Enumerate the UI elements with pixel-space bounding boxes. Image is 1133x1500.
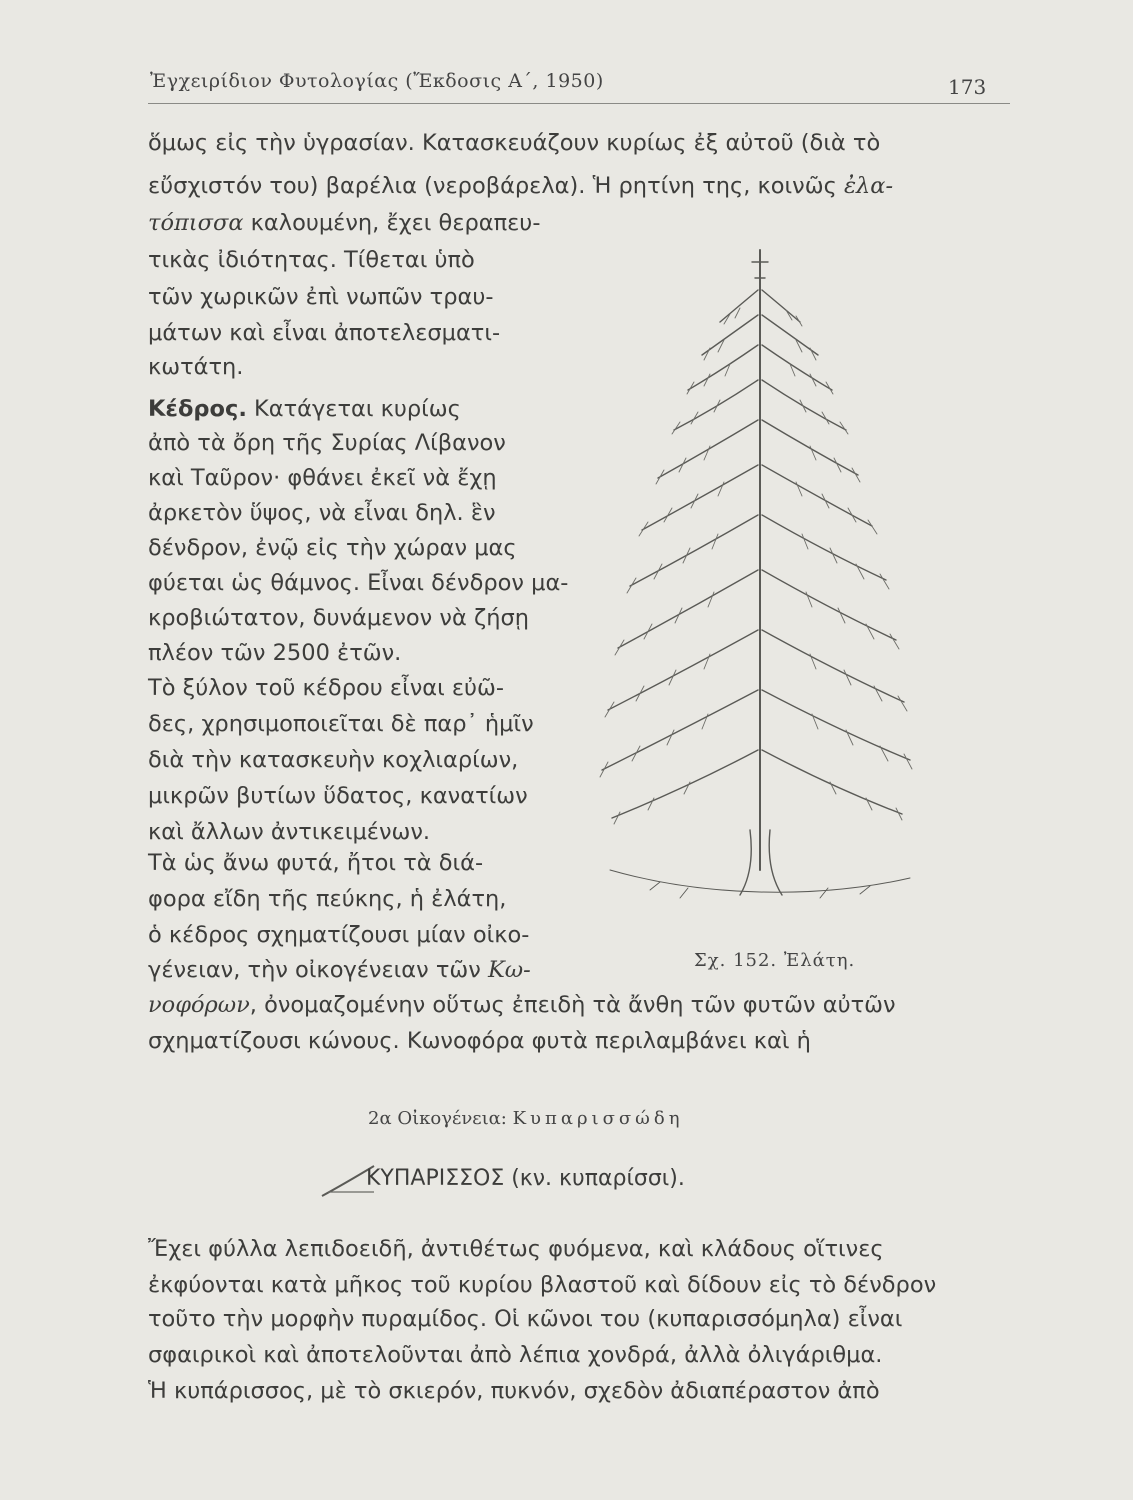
family-name: Κυπαρισσώδη [512,1108,684,1129]
text-line: τοῦτο τὴν μορφὴν πυραμίδος. Οἱ κῶνοι του (κυπαρισσόμηλα) εἶναι [148,1306,903,1332]
figure-caption: Σχ. 152. Ἐλάτη. [694,950,856,971]
text-line: κωτάτη. [148,354,244,380]
text-line: σφαιρικοὶ καὶ ἀποτελοῦνται ἀπὸ λέπια χονδρά, ἀλλὰ ὀλιγάριθμα. [148,1342,883,1368]
text-line: δες, χρησιμοποιεῖται δὲ παρ᾽ ἡμῖν [148,711,534,737]
page-number: 173 [948,75,987,99]
text-line: Ἔχει φύλλα λεπιδοειδῆ, ἀντιθέτως φυόμενα, καὶ κλάδους οἵτινες [148,1236,884,1262]
text-line [148,990,1010,1020]
text-line [148,955,586,985]
text-line: τῶν χωρικῶν ἐπὶ νωπῶν τραυ- [148,284,494,310]
text-line: σχηματίζουσι κώνους. Κωνοφόρα φυτὰ περιλαμβάνει καὶ ἡ [148,1028,811,1054]
section-heading-kedros: Κέδρος. [148,396,247,422]
text-line: φύεται ὡς θάμνος. Εἶναι δένδρον μα- [148,570,569,596]
text-line: ὁ κέδρος σχηματίζουσι μίαν οἰκο- [148,922,530,948]
italic-term: νοφόρων [148,992,250,1018]
text-segment: καλουμένη, ἔχει θεραπευ- [243,210,541,236]
text-line: δένδρον, ἐνῷ εἰς τὴν χώραν μας [148,535,517,561]
italic-term: ἐλα- [843,173,894,199]
italic-term: Κω- [487,957,531,983]
text-line: καὶ Ταῦρον· φθάνει ἐκεῖ νὰ ἔχῃ [148,465,497,491]
text-segment: γένειαν, τὴν οἰκογένειαν τῶν [148,957,488,983]
family-heading [368,1108,683,1129]
text-line: τικὰς ἰδιότητας. Τίθεται ὑπὸ [148,247,475,273]
running-head: Ἐγχειρίδιον Φυτολογίας (Ἔκδοσις Α΄, 1950) [150,70,604,92]
text-line [148,208,586,238]
text-line: φορα εἴδη τῆς πεύκης, ἡ ἐλάτη, [148,886,507,912]
fir-tree-illustration [590,230,920,930]
text-line: ἀπὸ τὰ ὄρη τῆς Συρίας Λίβανον [148,430,506,456]
text-line: μικρῶν βυτίων ὕδατος, κανατίων [148,783,528,809]
header-rule [148,103,1010,104]
text-line: ἀρκετὸν ὕψος, νὰ εἶναι δηλ. ἓν [148,500,496,526]
text-line: κροβιώτατον, δυνάμενον νὰ ζήσῃ [148,605,529,631]
italic-term: τόπισσα [148,210,244,236]
text-segment: Κατάγεται κυρίως [246,396,461,422]
text-line: διὰ τὴν κατασκευὴν κοχλιαρίων, [148,747,519,773]
text-line: μάτων καὶ εἶναι ἀποτελεσματι- [148,320,501,346]
text-line [148,394,586,424]
family-prefix: 2α Οἰκογένεια: [368,1108,513,1129]
text-segment: εὔσχιστόν του) βαρέλια (νεροβάρελα). Ἡ ρητίνη της, κοινῶς [148,173,844,199]
text-line: Τὸ ξύλον τοῦ κέδρου εἶναι εὐῶ- [148,675,505,701]
text-line: ἐκφύονται κατὰ μῆκος τοῦ κυρίου βλαστοῦ καὶ δίδουν εἰς τὸ δένδρον [148,1272,937,1298]
text-line: Τὰ ὡς ἄνω φυτά, ἤτοι τὰ διά- [148,850,484,876]
text-line: καὶ ἄλλων ἀντικειμένων. [148,819,431,845]
species-heading: ΚΥΠΑΡΙΣΣΟΣ (κν. κυπαρίσσι). [366,1166,685,1191]
text-line: ὅμως εἰς τὴν ὑγρασίαν. Κατασκευάζουν κυρίως ἐξ αὐτοῦ (διὰ τὸ [148,130,881,156]
text-line: πλέον τῶν 2500 ἐτῶν. [148,640,402,666]
text-line [148,171,1010,201]
text-segment: , ὀνομαζομένην οὕτως ἐπειδὴ τὰ ἄνθη τῶν φυτῶν αὐτῶν [249,992,896,1018]
text-line: Ἡ κυπάρισσος, μὲ τὸ σκιερόν, πυκνόν, σχεδὸν ἀδιαπέραστον ἀπὸ [148,1378,880,1404]
